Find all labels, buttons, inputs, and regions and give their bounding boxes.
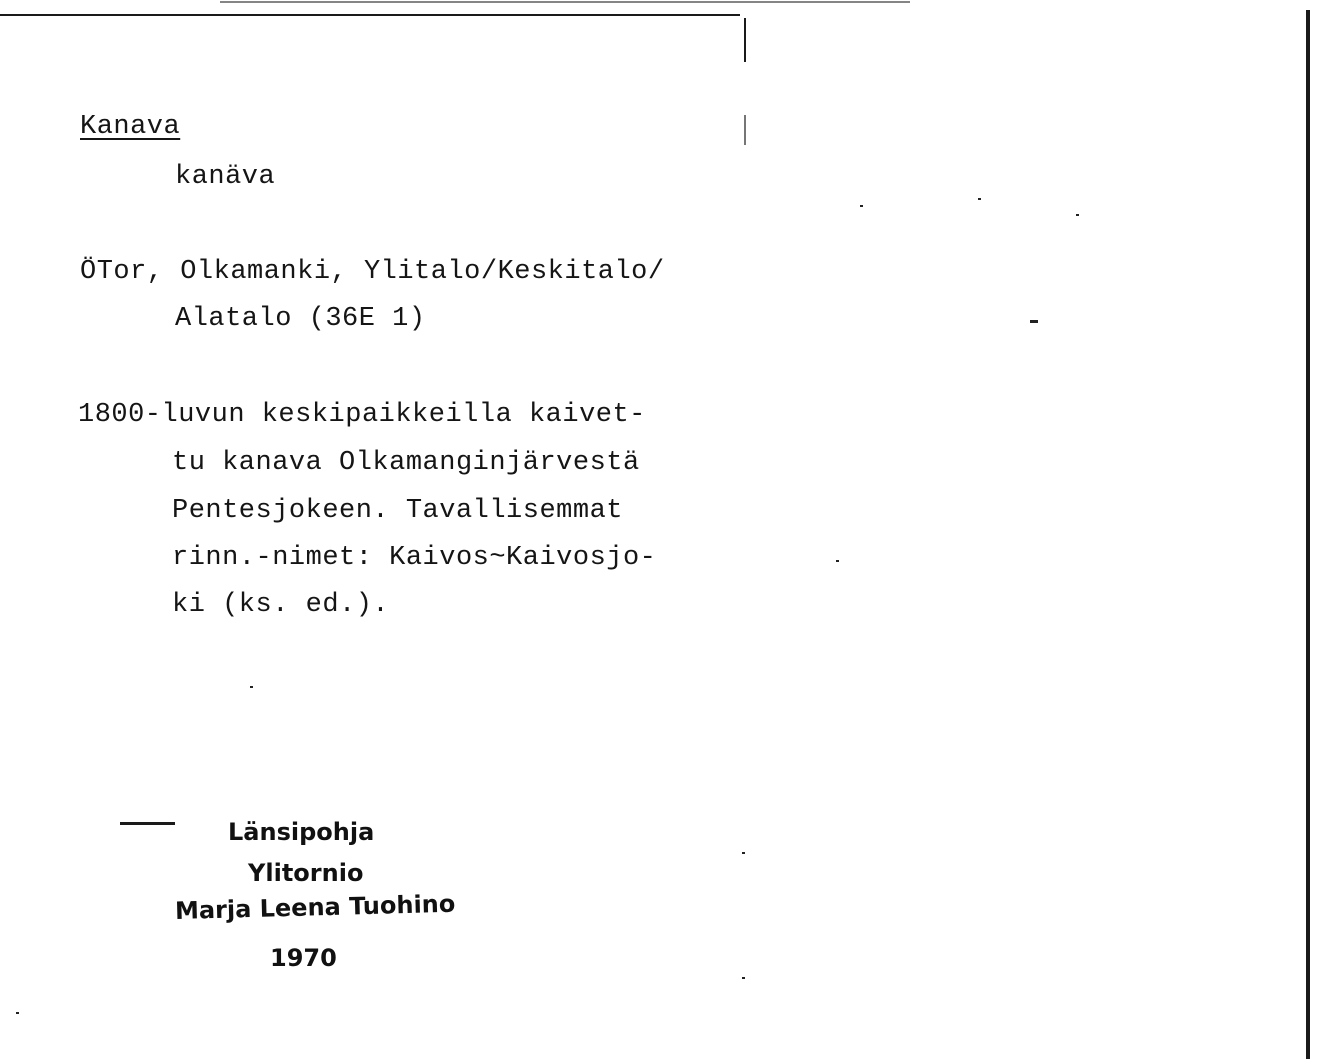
description-line: Pentesjokeen. Tavallisemmat bbox=[172, 496, 623, 526]
stamp-dash bbox=[120, 822, 175, 825]
scan-speck bbox=[742, 977, 745, 979]
stamp-parish: Ylitornio bbox=[248, 859, 364, 887]
dialect-form: kanäva bbox=[175, 162, 276, 192]
scan-speck bbox=[978, 198, 981, 200]
top-edge-line bbox=[0, 14, 740, 16]
scan-speck bbox=[1030, 320, 1038, 323]
scan-speck bbox=[250, 686, 253, 688]
scan-speck bbox=[742, 852, 745, 854]
scan-speck bbox=[860, 205, 863, 207]
scan-speck bbox=[1076, 214, 1079, 216]
description-line: tu kanava Olkamanginjärvestä bbox=[172, 448, 640, 478]
fold-mark bbox=[744, 18, 746, 62]
scan-speck bbox=[836, 560, 839, 562]
description-line: rinn.-nimet: Kaivos~Kaivosjo- bbox=[172, 543, 657, 573]
source-line: Alatalo (36E 1) bbox=[175, 304, 426, 334]
headword: Kanava bbox=[80, 112, 181, 142]
top-edge-dashes bbox=[220, 1, 910, 3]
scan-speck bbox=[16, 1012, 19, 1014]
fold-mark bbox=[744, 115, 746, 145]
right-border-line bbox=[1306, 10, 1310, 1059]
stamp-region: Länsipohja bbox=[228, 818, 375, 846]
stamp-collector: Marja Leena Tuohino bbox=[174, 889, 456, 925]
description-line: 1800-luvun keskipaikkeilla kaivet- bbox=[78, 400, 646, 430]
stamp-year: 1970 bbox=[270, 944, 337, 972]
description-line: ki (ks. ed.). bbox=[172, 590, 390, 620]
source-line: ÖTor, Olkamanki, Ylitalo/Keskitalo/ bbox=[80, 257, 665, 287]
